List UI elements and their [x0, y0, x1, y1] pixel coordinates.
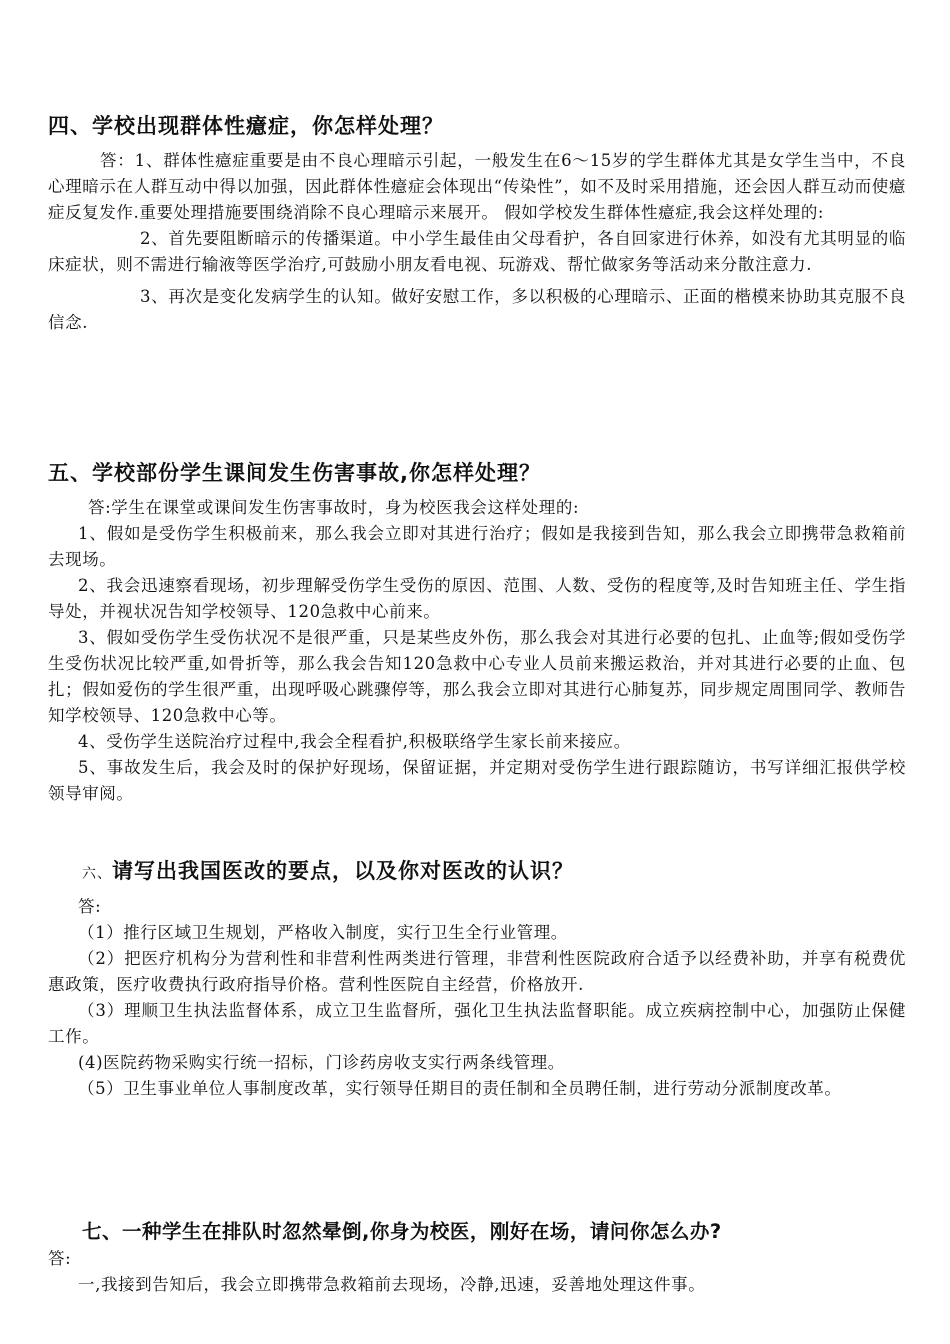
section-5-para-3: 2、我会迅速察看现场，初步理解受伤学生受伤的原因、范围、人数、受伤的程度等,及时告知班主任、学生指导处，并视状况告知学校领导、120急救中心前来。 [48, 576, 906, 621]
section-5-title: 五、学校部份学生课间发生伤害事故,你怎样处理？ [48, 461, 541, 485]
section-4-para-3: 3、再次是变化发病学生的认知。做好安慰工作，多以积极的心理暗示、正面的楷模来协助其克服不良信念. [48, 287, 906, 332]
section-7-para-2: 一,我接到告知后，我会立即携带急救箱前去现场，冷静,迅速，妥善地处理这件事。 [78, 1275, 706, 1294]
section-6-para-4: （3）理顺卫生执法监督体系，成立卫生监督所，强化卫生执法监督职能。成立疾病控制中心，加强防止保健工作。 [48, 1001, 906, 1046]
section-5-para-1: 答:学生在课堂或课间发生伤害事故时，身为校医我会这样处理的: [88, 498, 580, 517]
section-6-body [48, 894, 906, 1102]
section-7-body [48, 1246, 906, 1298]
section-5-para-5: 4、受伤学生送院治疗过程中,我会全程看护,积极联络学生家长前来接应。 [78, 732, 631, 751]
section-4-para-2: 2、首先要阻断暗示的传播渠道。中小学生最佳由父母看护，各自回家进行休养，如没有尤其明显的临床症状，则不需进行输液等医学治疗,可鼓励小朋友看电视、玩游戏、帮忙做家务等活动来分散注意力. [48, 229, 906, 274]
section-6-para-1: 答: [78, 897, 102, 916]
section-5-para-2: 1、假如是受伤学生积极前来，那么我会立即对其进行治疗；假如是我接到告知，那么我会立即携带急救箱前去现场。 [48, 524, 906, 569]
section-6-para-5: (4)医院药物采购实行统一招标，门诊药房收支实行两条线管理。 [78, 1053, 565, 1072]
section-7-title: 七、一种学生在排队时忽然晕倒,你身为校医，刚好在场，请问你怎么办? [82, 1220, 722, 1243]
section-7-para-1: 答: [48, 1249, 72, 1268]
section-5-para-4: 3、假如受伤学生受伤状况不是很严重，只是某些皮外伤，那么我会对其进行必要的包扎、止血等;假如受伤学生受伤状况比较严重,如骨折等，那么我会告知120急救中心专业人员前来搬运救治，并对其进行必要的止血、包扎；假如爱伤的学生很严重，出现呼吸心跳骤停等，那么我会立即对其进行心肺复苏，同步规定周围同学、教师告知学校领导、120急救中心等。 [48, 628, 906, 725]
section-6-title-prefix: 六、 [82, 866, 112, 882]
section-5-body [48, 495, 906, 807]
section-6-para-2: （1）推行区域卫生规划，严格收入制度，实行卫生全行业管理。 [78, 923, 568, 942]
section-4-title: 四、学校出现群体性癔症，你怎样处理？ [48, 114, 444, 138]
section-4-body [48, 148, 906, 336]
section-5-para-6: 5、事故发生后，我会及时的保护好现场，保留证据，并定期对受伤学生进行跟踪随访，书写详细汇报供学校领导审阅。 [48, 758, 906, 803]
section-6-title [82, 857, 574, 888]
section-6-para-3: （2）把医疗机构分为营利性和非营利性两类进行管理，非营利性医院政府合适予以经费补助，并享有税费优惠政策，医疗收费执行政府指导价格。营利性医院自主经营，价格放开. [48, 949, 906, 994]
section-4-para-1: 答：1、群体性癔症重要是由不良心理暗示引起，一般发生在6～15岁的学生群体尤其是女学生当中，不良心理暗示在人群互动中得以加强，因此群体性癔症会体现出“传染性”，如不及时采用措施，还会因人群互动而使癔症反复发作.重要处理措施要围绕消除不良心理暗示来展开。 假如学校发生群体性癔症,我会这样处理的: [48, 151, 906, 222]
section-6-title-text: 请写出我国医改的要点，以及你对医改的认识？ [112, 859, 574, 883]
section-6-para-6: （5）卫生事业单位人事制度改革，实行领导任期目的责任制和全员聘任制，进行劳动分派制度改革。 [78, 1079, 842, 1098]
